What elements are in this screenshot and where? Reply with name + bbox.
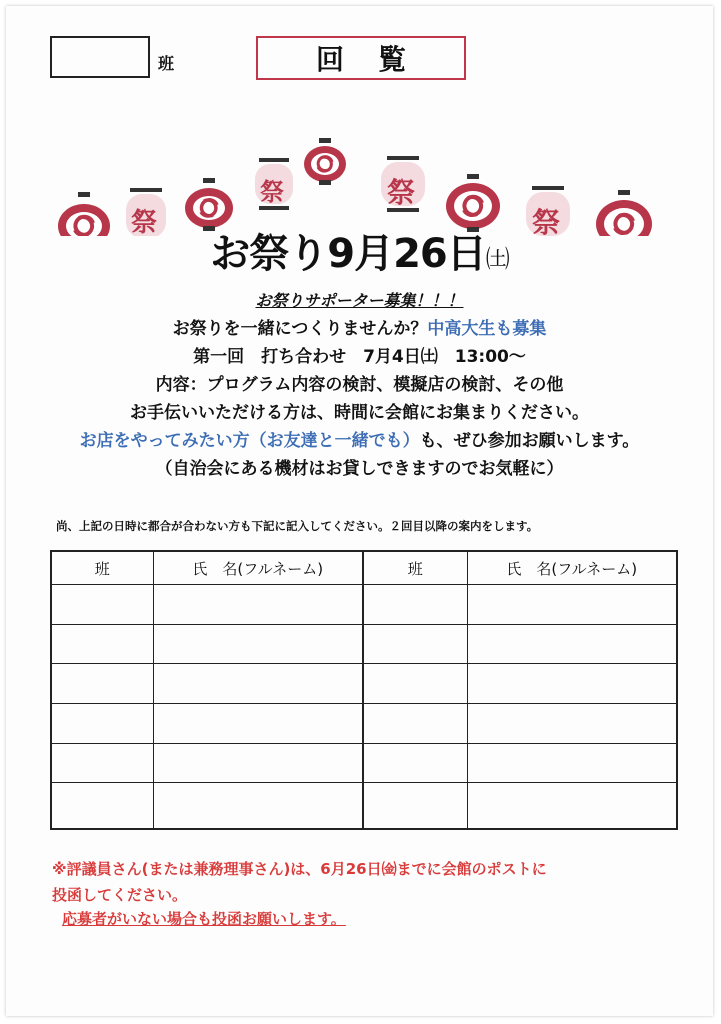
name-cell[interactable] bbox=[153, 585, 363, 625]
name-cell[interactable] bbox=[153, 624, 363, 664]
kairan-heading: 回覧 bbox=[256, 36, 466, 80]
han-cell[interactable] bbox=[51, 783, 153, 829]
han-cell[interactable] bbox=[363, 783, 467, 829]
table-header-row bbox=[51, 551, 677, 585]
lantern-tomoe-icon bbox=[304, 138, 346, 185]
column-header-name: 氏 名(フルネーム) bbox=[467, 551, 677, 585]
han-number-box[interactable] bbox=[50, 36, 150, 78]
content-line: 内容：プログラム内容の検討、模擬店の検討、その他 bbox=[155, 375, 564, 395]
signup-table bbox=[50, 550, 678, 830]
han-label: 班 bbox=[158, 54, 175, 73]
event-title bbox=[6, 222, 713, 279]
table-row bbox=[51, 664, 677, 704]
table-row bbox=[51, 585, 677, 625]
han-cell[interactable] bbox=[51, 743, 153, 783]
equipment-line: （自治会にある機材はお貸しできますのでお気軽に） bbox=[155, 459, 564, 479]
gathering-line: お手伝いいただける方は、時間に会館にお集まりください。 bbox=[130, 403, 589, 423]
schedule-note: 尚、上記の日時に都合が合わない方も下記に記入してください。２回目以降の案内をします。 bbox=[56, 519, 539, 533]
han-cell[interactable] bbox=[363, 624, 467, 664]
name-cell[interactable] bbox=[467, 703, 677, 743]
table-row bbox=[51, 743, 677, 783]
name-cell[interactable] bbox=[153, 743, 363, 783]
invitation-line bbox=[6, 314, 713, 339]
matsuri-char: 祭 bbox=[131, 208, 158, 238]
footer-instruction-cont: 投函してください。 bbox=[52, 886, 188, 904]
matsuri-char: 祭 bbox=[387, 176, 416, 209]
footer-reminder: 応募者がいない場合も投函お願いします。 bbox=[62, 910, 346, 928]
matsuri-char: 祭 bbox=[260, 178, 284, 206]
name-cell[interactable] bbox=[467, 664, 677, 704]
han-cell[interactable] bbox=[363, 703, 467, 743]
han-cell[interactable] bbox=[363, 664, 467, 704]
han-cell[interactable] bbox=[51, 624, 153, 664]
footer-instruction: ※評議員さん(または兼務理事さん)は、6月26日㈮までに会館のポストに bbox=[52, 860, 547, 878]
student-recruit-text: 中高大生も募集 bbox=[427, 319, 547, 339]
name-cell[interactable] bbox=[467, 585, 677, 625]
table-row bbox=[51, 624, 677, 664]
meeting-line: 第一回 打ち合わせ 7月4日㈯ 13:00～ bbox=[193, 347, 526, 367]
han-cell[interactable] bbox=[363, 585, 467, 625]
han-cell[interactable] bbox=[363, 743, 467, 783]
circular-sheet bbox=[6, 6, 713, 1016]
name-cell[interactable] bbox=[467, 624, 677, 664]
name-cell[interactable] bbox=[153, 703, 363, 743]
han-cell[interactable] bbox=[51, 703, 153, 743]
name-cell[interactable] bbox=[153, 783, 363, 829]
lantern-decoration bbox=[6, 126, 713, 236]
han-cell[interactable] bbox=[51, 585, 153, 625]
shop-text-blue: お店をやってみたい方（お友達と一緒でも） bbox=[79, 431, 420, 451]
column-header-name: 氏 名(フルネーム) bbox=[153, 551, 363, 585]
column-header-han: 班 bbox=[363, 551, 467, 585]
title-weekday: ㈯ bbox=[485, 245, 509, 273]
table-row bbox=[51, 783, 677, 829]
shop-text: も、ぜひ参加お願いします。 bbox=[419, 431, 640, 451]
column-header-han: 班 bbox=[51, 551, 153, 585]
name-cell[interactable] bbox=[153, 664, 363, 704]
title-main: お祭り9月26日 bbox=[210, 231, 486, 277]
invitation-text: お祭りを一緒につくりませんか？ bbox=[172, 319, 428, 339]
shop-line bbox=[6, 426, 713, 451]
name-cell[interactable] bbox=[467, 743, 677, 783]
name-cell[interactable] bbox=[467, 783, 677, 829]
han-cell[interactable] bbox=[51, 664, 153, 704]
supporter-subheading: お祭りサポーター募集！！！ bbox=[255, 291, 464, 310]
matsuri-char: 祭 bbox=[532, 206, 561, 239]
table-row bbox=[51, 703, 677, 743]
